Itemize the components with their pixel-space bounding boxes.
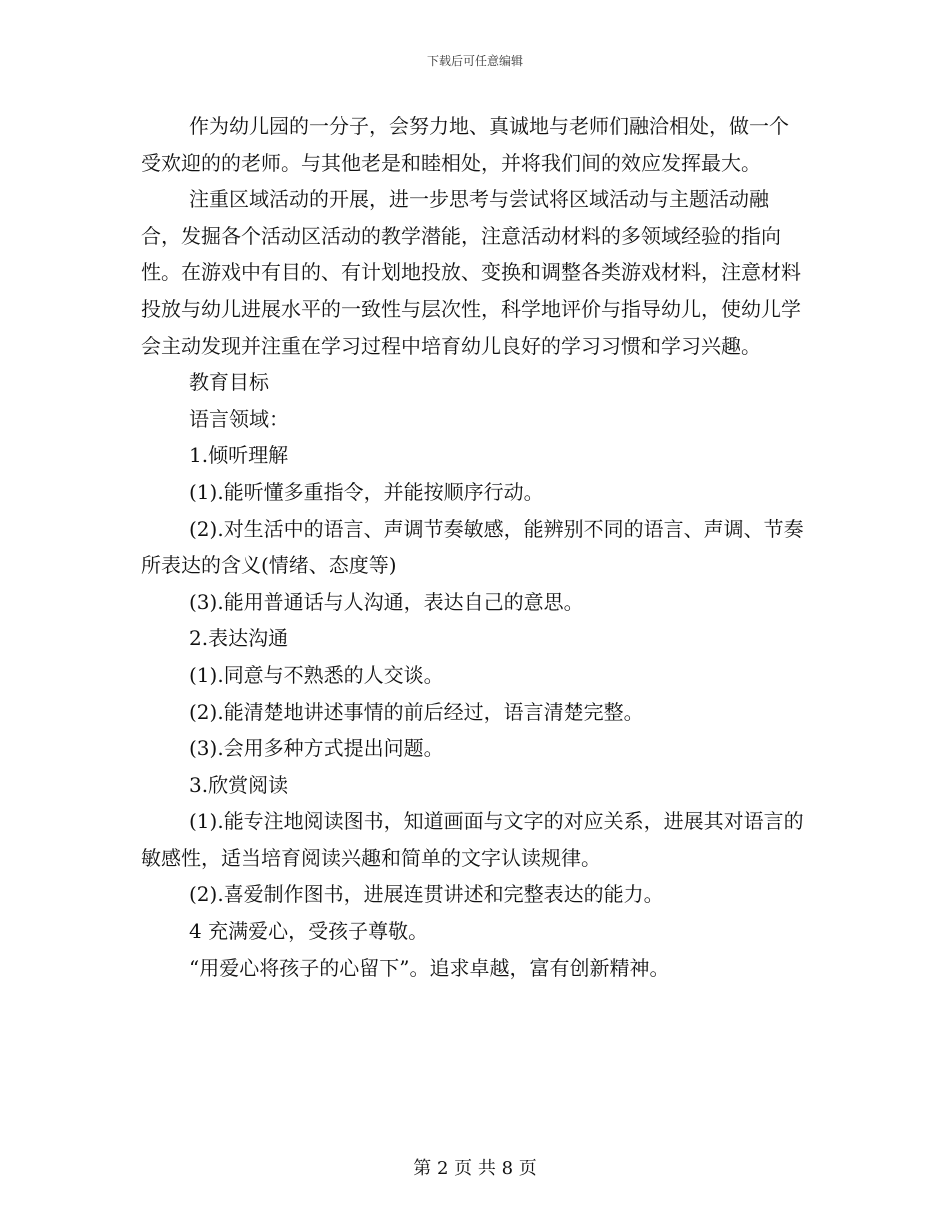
quote-paragraph: “用爱心将孩子的心留下”。追求卓越，富有创新精神。 bbox=[189, 955, 670, 980]
item-expression-2: (2).能清楚地讲述事情的前后经过，语言清楚完整。 bbox=[189, 699, 644, 724]
item-expression-3: (3).会用多种方式提出问题。 bbox=[189, 736, 444, 761]
item-listening-2: (2).对生活中的语言、声调节奏敏感，能辨别不同的语言、声调、节奏所表达的含义(情绪、态度等) bbox=[141, 516, 804, 578]
item-reading: 3.欣赏阅读 bbox=[189, 772, 289, 797]
item-love: 4 充满爱心，受孩子尊敬。 bbox=[189, 919, 429, 944]
item-expression-1: (1).同意与不熟悉的人交谈。 bbox=[189, 662, 444, 687]
page-footer: 第 2 页 共 8 页 bbox=[413, 1158, 537, 1179]
item-reading-2: (2).喜爱制作图书，进展连贯讲述和完整表达的能力。 bbox=[189, 882, 664, 907]
item-reading-1: (1).能专注地阅读图书，知道画面与文字的对应关系，进展其对语言的敏感性，适当培育阅读兴趣和简单的文字认读规律。 bbox=[141, 809, 804, 870]
item-listening: 1.倾听理解 bbox=[189, 443, 289, 468]
item-expression: 2.表达沟通 bbox=[189, 626, 289, 651]
item-listening-1: (1).能听懂多重指令，并能按顺序行动。 bbox=[189, 479, 544, 504]
document-body bbox=[141, 108, 806, 986]
paragraph-1: 作为幼儿园的一分子，会努力地、真诚地与老师们融洽相处，做一个受欢迎的的老师。与其他老是和睦相处，并将我们间的效应发挥最大。 bbox=[141, 114, 789, 175]
item-listening-3: (3).能用普通话与人沟通，表达自己的意思。 bbox=[189, 589, 584, 614]
section-heading-education-goals: 教育目标 bbox=[189, 370, 269, 395]
paragraph-2: 注重区域活动的开展，进一步思考与尝试将区域活动与主题活动融合，发掘各个活动区活动的教学潜能，注意活动材料的多领域经验的指向性。在游戏中有目的、有计划地投放、变换和调整各类游戏材料，注意材料投放与幼儿进展水平的一致性与层次性，科学地评价与指导幼儿，使幼儿学会主动发现并注重在学习过程中培育幼儿良好的学习习惯和学习兴趣。 bbox=[141, 187, 801, 358]
page-header: 下载后可任意编辑 bbox=[426, 54, 523, 68]
subheading-language-domain: 语言领域： bbox=[189, 406, 289, 431]
